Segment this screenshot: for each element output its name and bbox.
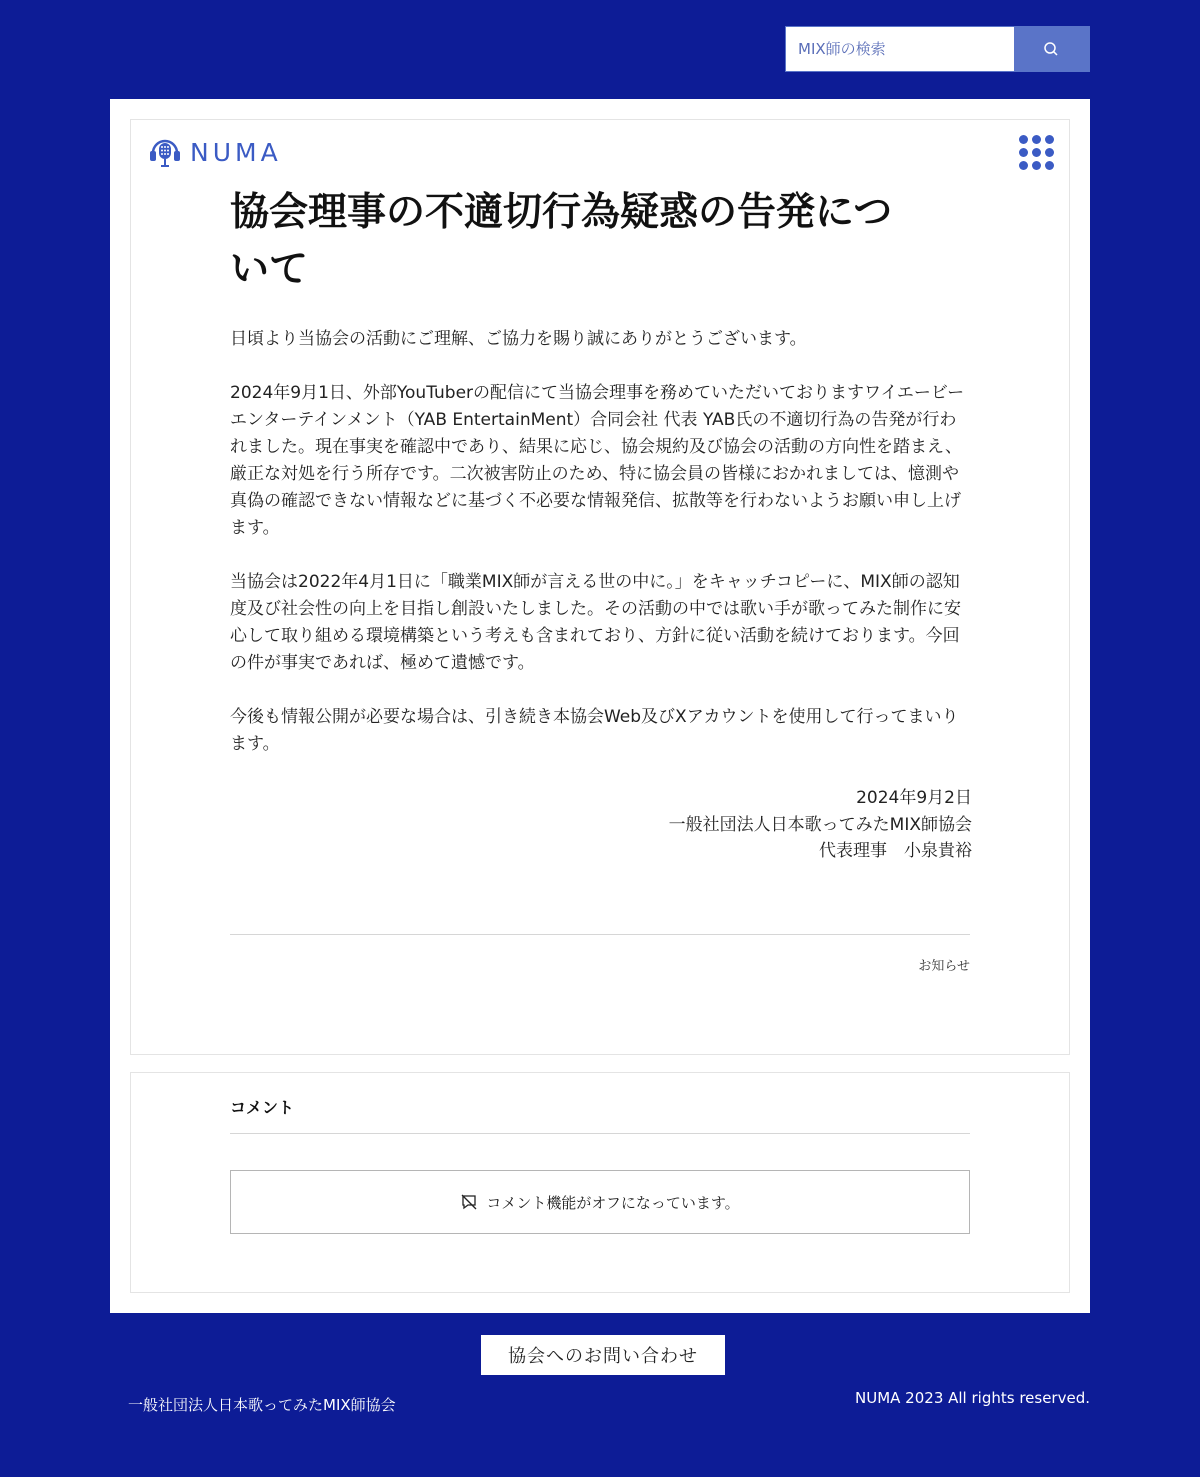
contact-button[interactable]: 協会へのお問い合わせ [481, 1335, 725, 1375]
footer-org-name: 一般社団法人日本歌ってみたMIX師協会 [128, 1396, 396, 1414]
category-link[interactable]: お知らせ [918, 959, 970, 974]
article-body [230, 326, 972, 758]
content-wrapper [110, 99, 1090, 1313]
comment-off-icon [460, 1193, 478, 1211]
article-paragraph: 日頃より当協会の活動にご理解、ご協力を賜り誠にありがとうございます。 [230, 329, 807, 349]
grid-menu-icon[interactable] [1019, 135, 1055, 171]
article-paragraph: 今後も情報公開が必要な場合は、引き続き本協会Web及びXアカウントを使用して行ってまいります。 [230, 707, 959, 754]
article-title: 協会理事の不適切行為疑惑の告発について [230, 190, 893, 292]
article-paragraph: 2024年9月1日、外部YouTuberの配信にて当協会理事を務めていただいておりますワイエービーエンターテインメント（YAB EntertainMent）合同会社 代表 YAB氏の不適切行為の告発が行われました。現在事実を確認中であり、結果に応じ、協会規約及び協会の活動の方向性を踏まえ、厳正な対処を行う所存です。二次被害防止のため、特に協会員の皆様におかれましては、憶測や真偽の確認できない情報などに基づく不必要な情報発信、拡散等を行わないようお願い申し上げます。 [230, 383, 965, 538]
article-card [130, 119, 1070, 1055]
search-input[interactable] [786, 27, 1014, 71]
search-icon [1043, 41, 1059, 57]
divider [230, 934, 970, 935]
signer-name: 代表理事 小泉貴裕 [819, 841, 972, 861]
logo[interactable] [148, 135, 282, 169]
signature-block [230, 785, 972, 865]
comments-off-text: コメント機能がオフになっています。 [486, 1193, 740, 1212]
article-paragraph: 当協会は2022年4月1日に「職業MIX師が言える世の中に。」をキャッチコピーに、MIX師の認知度及び社会性の向上を目指し創設いたしました。その活動の中では歌い手が歌ってみた制作に安心して取り組める環境構築という考えも含まれており、方針に従い活動を続けております。今回の件が事実であれば、極めて遺憾です。 [230, 572, 961, 673]
article-date: 2024年9月2日 [856, 788, 972, 808]
divider [230, 1133, 970, 1134]
microphone-headphones-icon [148, 135, 182, 169]
comments-off-notice [230, 1170, 970, 1234]
footer-copyright: NUMA 2023 All rights reserved. [855, 1389, 1090, 1407]
organization-name: 一般社団法人日本歌ってみたMIX師協会 [668, 814, 972, 835]
comments-section [130, 1072, 1070, 1293]
logo-text: NUMA [190, 137, 282, 167]
comments-heading: コメント [230, 1098, 295, 1117]
search-bar [785, 26, 1090, 72]
article [230, 184, 972, 865]
search-button[interactable] [1014, 27, 1089, 71]
